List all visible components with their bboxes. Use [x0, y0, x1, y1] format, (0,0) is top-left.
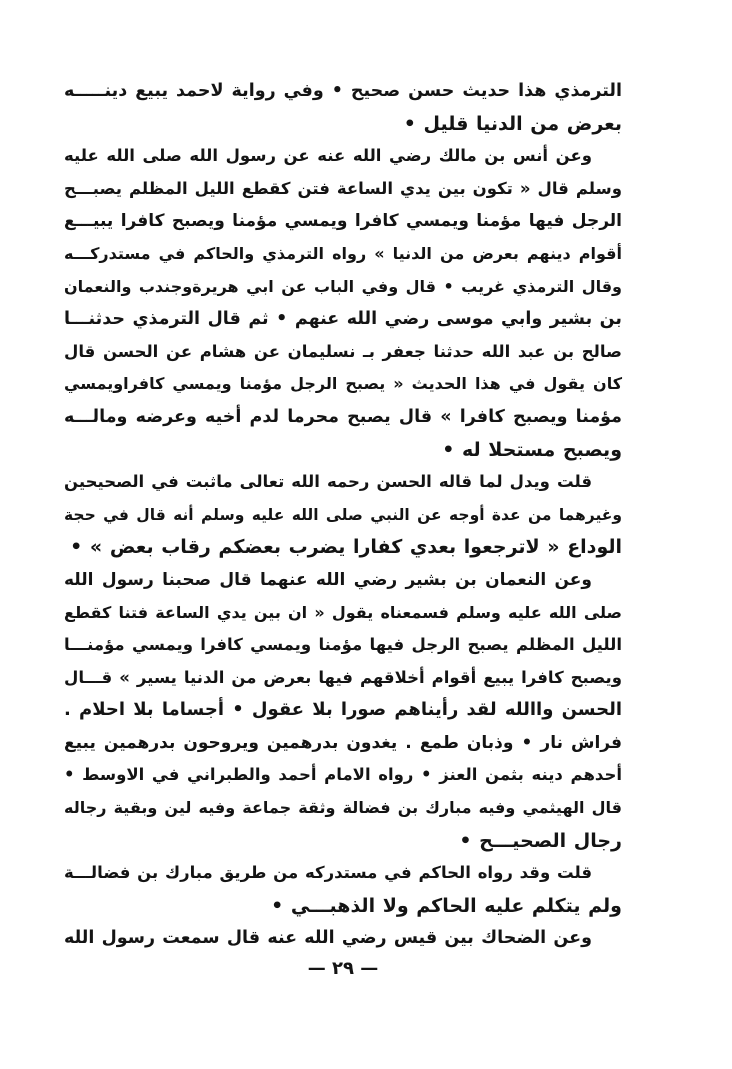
text-line: وغيرهما من عدة أوجه عن النبي صلى الله عليه وسلم أنه قال في حجة: [64, 505, 622, 524]
page-body-text: [64, 75, 622, 955]
text-line: وعن النعمان بن بشير رضي الله عنهما قال صحبنا رسول الله: [64, 569, 592, 590]
text-line: ولم يتكلم عليه الحاكم ولا الذهبـــي •: [271, 894, 622, 917]
text-line: رجال الصحيـــح •: [459, 829, 622, 852]
text-line: مؤمنا ويصبح كافرا » قال يصبح محرما لدم أخيه وعرضه ومالـــه: [64, 406, 622, 427]
text-line: قلت ويدل لما قاله الحسن رحمه الله تعالى ماثبت في الصحيحين: [64, 472, 592, 492]
text-line: الليل المظلم يصبح الرجل فيها مؤمنا ويمسي كافرا ويمسي مؤمنـــا: [64, 635, 622, 655]
text-line: ويصبح مستحلا له •: [442, 438, 622, 461]
text-line: الترمذي هذا حديث حسن صحيح • وفي رواية لاحمد يبيع دينـــــه: [64, 81, 622, 101]
text-line: كان يقول في هذا الحديث « يصبح الرجل مؤمنا ويمسي كافراويمسي: [64, 374, 622, 394]
text-line: صالح بن عبد الله حدثنا جعفر بـ نسليمان عن هشام عن الحسن قال: [64, 341, 622, 361]
text-line: وقال الترمذي غريب • قال وفي الباب عن ابي هريرةوجندب والنعمان: [64, 276, 622, 296]
text-line: أقوام دينهم بعرض من الدنيا » رواه الترمذي والحاكم في مستدركـــه: [64, 243, 622, 263]
text-line: قال الهيثمي وفيه مبارك بن فضالة وثقة جماعة وفيه لين وبقية رجاله: [64, 798, 622, 818]
text-line: الوداع « لاترجعوا بعدي كفارا يضرب بعضكم رقاب بعض » •: [70, 536, 622, 559]
text-line: قلت وقد رواه الحاكم في مستدركه من طريق مبارك بن فضالـــة: [64, 863, 592, 883]
text-line: وعن أنس بن مالك رضي الله عنه عن رسول الله صلى الله عليه: [64, 146, 592, 166]
text-line: بعرض من الدنيا قليل •: [403, 112, 622, 135]
page-number: — ٢٩ —: [307, 958, 379, 979]
text-line: أحدهم دينه بثمن العنز • رواه الامام أحمد والطبراني في الاوسط •: [64, 765, 622, 785]
text-line: الرجل فيها مؤمنا ويمسي كافرا ويمسي مؤمنا ويصبح كافرا يبيـــع: [64, 211, 622, 232]
text-line: بن بشير وابي موسى رضي الله عنهم • ثم قال الترمذي حدثنـــا: [64, 309, 622, 330]
text-line: الحسن واالله لقد رأيناهم صورا بلا عقول • أجساما بلا احلام .: [64, 699, 622, 721]
text-line: وعن الضحاك بين قيس رضي الله عنه قال سمعت رسول الله: [64, 928, 592, 949]
text-line: صلى الله عليه وسلم فسمعناه يقول « ان بين يدي الساعة فتنا كقطع: [64, 602, 622, 622]
text-line: وسلم قال « تكون بين يدي الساعة فتن كقطع الليل المظلم يصبـــح: [64, 178, 622, 198]
text-line: ويصبح كافرا يبيع أقوام أخلاقهم فيها بعرض من الدنيا يسير » قـــال: [64, 667, 622, 687]
text-line: فراش نار • وذبان طمع . يغدون بدرهمين ويروحون بدرهمين يبيع: [64, 732, 622, 753]
